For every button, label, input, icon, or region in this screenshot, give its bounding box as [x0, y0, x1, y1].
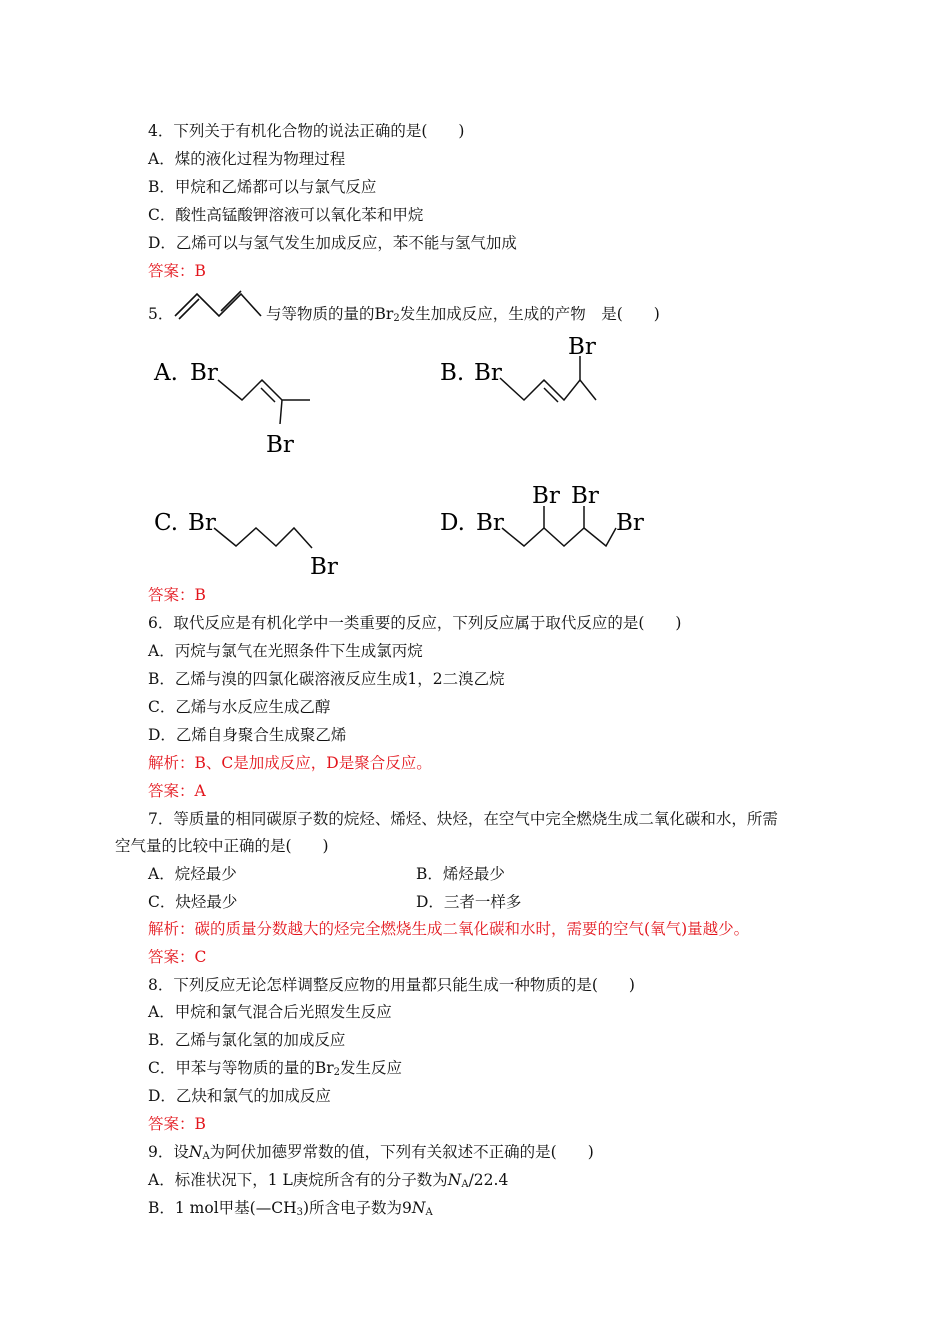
subscript: 2 — [333, 1067, 341, 1078]
q7-analysis — [148, 919, 749, 939]
avogadro-symbol: N — [447, 1171, 462, 1189]
q5-stem-part1: 与等物质的量的Br — [266, 305, 394, 323]
q4-stem: 4．下列关于有机化合物的说法正确的是( ) — [148, 122, 465, 140]
q4-option-c: C．酸性高锰酸钾溶液可以氧化苯和甲烷 — [148, 206, 424, 224]
q9-option-b-part1: B．1 mol甲基(—CH — [148, 1199, 297, 1217]
br-label: Br — [190, 360, 218, 386]
answer-value: C — [194, 948, 207, 966]
q5-stem — [266, 304, 660, 329]
q9-option-b-part2: )所含电子数为9 — [302, 1199, 412, 1217]
q9-option-a-part2: /22.4 — [468, 1171, 509, 1189]
avogadro-symbol: N — [411, 1199, 426, 1217]
q9-stem-part2: 为阿伏加德罗常数的值，下列有关叙述不正确的是( ) — [209, 1143, 594, 1161]
option-b-label: B. — [440, 360, 465, 386]
answer-label: 答案： — [148, 1115, 195, 1133]
q5-option-b-structure — [438, 332, 638, 412]
analysis-label: 解析： — [148, 754, 195, 772]
option-c-label: C. — [154, 510, 179, 536]
q7-option-a: A．烷烃最少 — [148, 865, 237, 883]
q8-option-c-part2: 发生反应 — [340, 1059, 403, 1077]
q6-option-b: B．乙烯与溴的四氯化碳溶液反应生成1，2二溴乙烷 — [148, 670, 505, 688]
analysis-label: 解析： — [148, 920, 195, 938]
q8-answer — [148, 1114, 206, 1134]
q6-option-c: C．乙烯与水反应生成乙醇 — [148, 698, 331, 716]
option-a-label: A. — [154, 360, 178, 386]
q5-number: 5． — [148, 305, 174, 323]
q7-stem-line1: 7．等质量的相同碳原子数的烷烃、烯烃、炔烃，在空气中完全燃烧生成二氧化碳和水，所需 — [148, 810, 778, 828]
br-label: Br — [532, 483, 560, 509]
subscript: A — [461, 1179, 469, 1190]
option-d-label: D. — [440, 510, 465, 536]
q7-option-b: B．烯烃最少 — [416, 865, 505, 883]
br-label: Br — [474, 360, 502, 386]
answer-value: A — [194, 782, 206, 800]
q4-answer — [148, 261, 206, 281]
q5-option-d-structure — [438, 478, 658, 558]
q5-option-c-structure — [150, 500, 360, 585]
answer-label: 答案： — [148, 262, 195, 280]
q8-option-c-part1: C．甲苯与等物质的量的Br — [148, 1059, 334, 1077]
q6-stem: 6．取代反应是有机化学中一类重要的反应，下列反应属于取代反应的是( ) — [148, 614, 682, 632]
hexatriene-structure — [172, 290, 264, 320]
q6-option-d: D．乙烯自身聚合生成聚乙烯 — [148, 726, 347, 744]
subscript: 3 — [296, 1207, 303, 1218]
q6-answer — [148, 781, 206, 801]
analysis-text: 碳的质量分数越大的烃完全燃烧生成二氧化碳和水时，需要的空气(氧气)量越少。 — [194, 920, 750, 938]
avogadro-symbol: N — [188, 1143, 203, 1161]
q9-stem — [148, 1142, 594, 1167]
br-label: Br — [188, 510, 216, 536]
subscript: 2 — [393, 313, 400, 324]
q8-option-a: A．甲烷和氯气混合后光照发生反应 — [148, 1003, 392, 1021]
answer-value: B — [194, 586, 206, 604]
q4-option-a: A．煤的液化过程为物理过程 — [148, 150, 346, 168]
br-label: Br — [310, 554, 338, 580]
q7-answer — [148, 947, 206, 967]
q6-option-a: A．丙烷与氯气在光照条件下生成氯丙烷 — [148, 642, 423, 660]
br-label: Br — [616, 510, 644, 536]
br-label: Br — [266, 432, 294, 458]
q7-stem-line2: 空气量的比较中正确的是( ) — [115, 837, 329, 855]
q9-option-b — [148, 1198, 433, 1223]
br-label: Br — [571, 483, 599, 509]
analysis-text: B、C是加成反应，D是聚合反应。 — [194, 754, 432, 772]
q8-option-c — [148, 1058, 402, 1083]
answer-label: 答案： — [148, 782, 195, 800]
q7-option-d: D．三者一样多 — [416, 893, 522, 911]
br-label: Br — [568, 334, 596, 360]
q8-option-d: D．乙炔和氯气的加成反应 — [148, 1087, 331, 1105]
q9-option-a — [148, 1170, 508, 1195]
q6-analysis — [148, 753, 432, 773]
q7-option-c: C．炔烃最少 — [148, 893, 238, 911]
subscript: A — [202, 1151, 210, 1162]
q9-option-a-part1: A．标准状况下，1 L庚烷所含有的分子数为 — [148, 1171, 448, 1189]
q8-option-b: B．乙烯与氯化氢的加成反应 — [148, 1031, 346, 1049]
q4-option-b: B．甲烷和乙烯都可以与氯气反应 — [148, 178, 377, 196]
answer-label: 答案： — [148, 586, 195, 604]
q8-stem: 8．下列反应无论怎样调整反应物的用量都只能生成一种物质的是( ) — [148, 976, 635, 994]
subscript: A — [425, 1207, 433, 1218]
q4-option-d: D．乙烯可以与氢气发生加成反应，苯不能与氢气加成 — [148, 234, 517, 252]
q5-answer — [148, 585, 206, 605]
q5-option-a-structure — [150, 350, 350, 460]
answer-value: B — [194, 262, 206, 280]
q9-stem-part1: 9．设 — [148, 1143, 189, 1161]
br-label: Br — [476, 510, 504, 536]
q5-stem-part2: 发生加成反应，生成的产物 是( ) — [399, 305, 660, 323]
answer-value: B — [194, 1115, 206, 1133]
answer-label: 答案： — [148, 948, 195, 966]
